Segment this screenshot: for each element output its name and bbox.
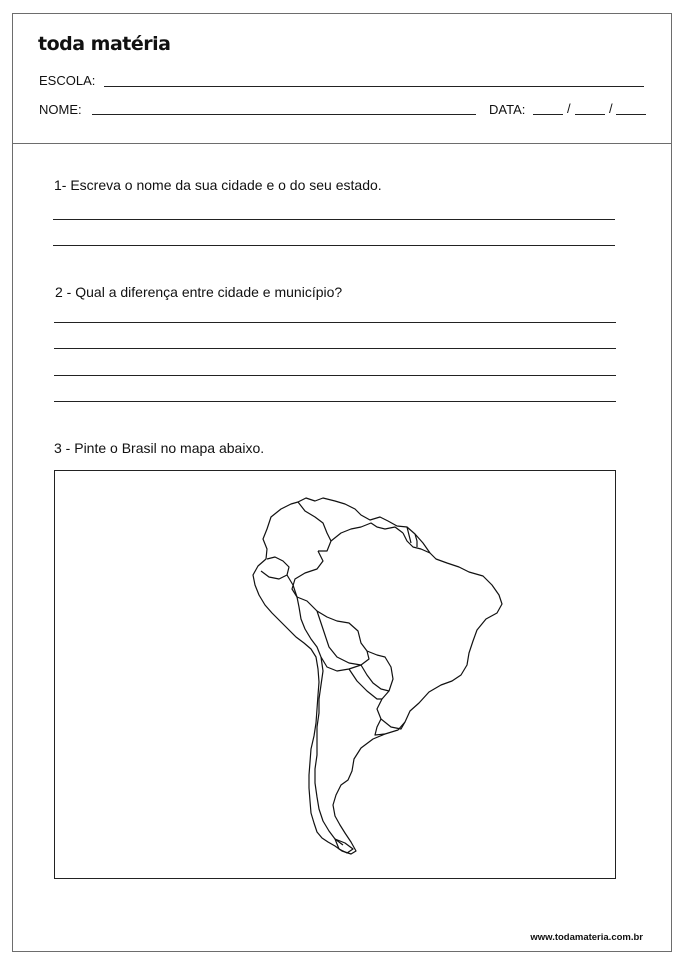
answer-line[interactable] <box>54 322 616 323</box>
question-1: 1- Escreva o nome da sua cidade e o do seu estado. <box>54 177 382 193</box>
date-separator: / <box>609 101 613 116</box>
map-frame <box>54 470 616 879</box>
date-separator: / <box>567 101 571 116</box>
answer-line[interactable] <box>53 219 615 220</box>
brazil-border <box>292 551 405 729</box>
school-answer-line[interactable] <box>104 86 644 87</box>
south-america-map[interactable] <box>55 471 617 880</box>
venezuela-border <box>331 523 403 541</box>
date-year-line[interactable] <box>616 114 646 115</box>
logo: toda matéria <box>38 33 171 55</box>
school-label: ESCOLA: <box>39 73 96 88</box>
bolivia-border <box>317 611 369 665</box>
question-2: 2 - Qual a diferença entre cidade e município? <box>55 284 343 300</box>
date-day-line[interactable] <box>533 114 563 115</box>
answer-line[interactable] <box>54 348 616 349</box>
header-divider <box>12 143 672 144</box>
date-month-line[interactable] <box>575 114 605 115</box>
continent-outline <box>253 498 502 854</box>
colombia-venezuela-border <box>298 502 331 551</box>
answer-line[interactable] <box>53 245 615 246</box>
website-url: www.todamateria.com.br <box>530 932 643 943</box>
question-3: 3 - Pinte o Brasil no mapa abaixo. <box>54 440 265 456</box>
name-label: NOME: <box>39 102 82 117</box>
answer-line[interactable] <box>54 375 616 376</box>
date-label: DATA: <box>489 102 526 117</box>
paraguay-border <box>361 665 389 691</box>
name-answer-line[interactable] <box>92 114 476 115</box>
answer-line[interactable] <box>54 401 616 402</box>
